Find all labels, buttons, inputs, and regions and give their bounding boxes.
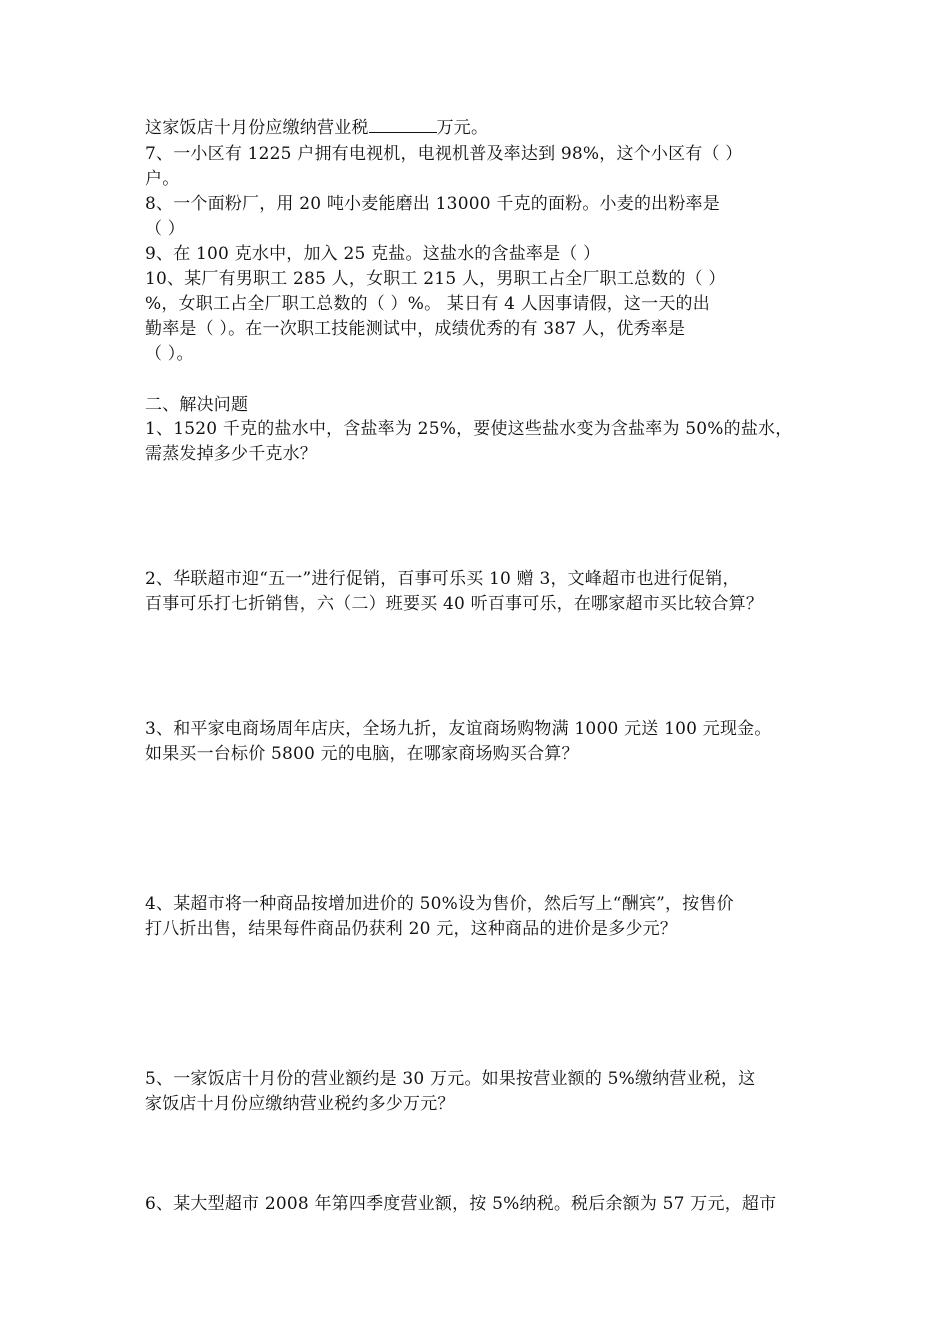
problem-1-line-1: 1、1520 千克的盐水中，含盐率为 25%，要使这些盐水变为含盐率为 50%的盐水， <box>145 419 793 439</box>
problem-6-line-1: 6、某大型超市 2008 年第四季度营业额，按 5%纳税。税后余额为 57 万元，超市 <box>145 1194 777 1214</box>
problem-2-line-2: 百事可乐打七折销售，六（二）班要买 40 听百事可乐，在哪家超市买比较合算？ <box>145 594 764 614</box>
q8-line-1: 8、一个面粉厂，用 20 吨小麦能磨出 13000 千克的面粉。小麦的出粉率是 <box>145 194 720 214</box>
q6-tail-before: 这家饭店十月份应缴纳营业税 <box>145 118 369 138</box>
q6-tail-after: 万元。 <box>436 118 489 138</box>
q10-line-2: %，女职工占全厂职工总数的（ ）%。 某日有 4 人因事请假，这一天的出 <box>145 294 710 314</box>
q8-line-2: （ ） <box>145 219 186 239</box>
q6-tail-line <box>145 116 835 140</box>
q10-line-1: 10、某厂有男职工 285 人，女职工 215 人，男职工占全厂职工总数的（ ） <box>145 269 726 289</box>
q7-line-1: 7、一小区有 1225 户拥有电视机，电视机普及率达到 98%，这个小区有（ ） <box>145 144 743 164</box>
problem-1-line-2: 需蒸发掉多少千克水？ <box>145 444 317 464</box>
problem-3-line-1: 3、和平家电商场周年店庆，全场九折，友谊商场购物满 1000 元送 100 元现金。 <box>145 719 772 739</box>
problem-4-line-2: 打八折出售，结果每件商品仍获利 20 元，这种商品的进价是多少元？ <box>145 919 678 939</box>
problem-4-line-1: 4、某超市将一种商品按增加进价的 50%设为售价，然后写上“酬宾”，按售价 <box>145 894 734 914</box>
problem-5-line-1: 5、一家饭店十月份的营业额约是 30 万元。如果按营业额的 5%缴纳营业税，这 <box>145 1069 756 1089</box>
q10-line-3: 勤率是（ ）。在一次职工技能测试中，成绩优秀的有 387 人，优秀率是 <box>145 319 686 339</box>
section-heading: 二、解决问题 <box>145 395 249 415</box>
q10-line-4: （ ）。 <box>145 344 194 364</box>
q9-line-1: 9、在 100 克水中，加入 25 克盐。这盐水的含盐率是（ ） <box>145 244 601 264</box>
problem-2-line-1: 2、华联超市迎“五一”进行促销，百事可乐买 10 赠 3，文峰超市也进行促销， <box>145 569 740 589</box>
q6-answer-blank <box>369 117 437 133</box>
problem-5-line-2: 家饭店十月份应缴纳营业税约多少万元？ <box>145 1094 455 1114</box>
q7-line-2: 户。 <box>145 169 180 189</box>
problem-3-line-2: 如果买一台标价 5800 元的电脑，在哪家商场购买合算？ <box>145 744 579 764</box>
